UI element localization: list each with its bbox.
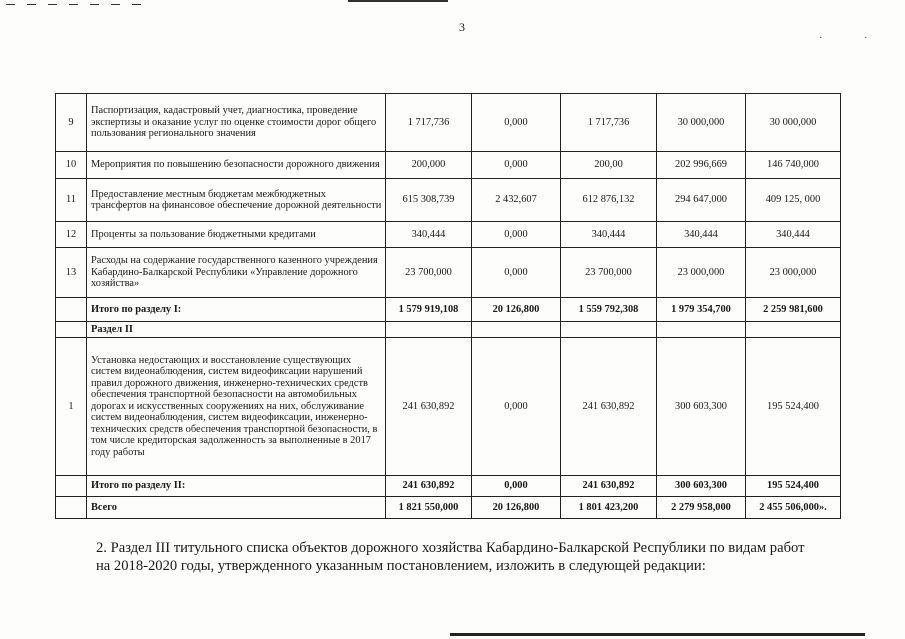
total-value-1: 1 579 919,108 [386, 298, 472, 322]
body-paragraph-line-1: 2. Раздел III титульного списка объектов дорожного хозяйства Кабардино-Балкарской Республики по видам работ [96, 540, 805, 556]
total-value-3: 241 630,892 [561, 476, 657, 497]
row-value-3: 612 876,132 [561, 179, 657, 222]
row-value-3: 23 700,000 [561, 248, 657, 298]
section-title: Раздел II [87, 322, 386, 338]
row-number: 13 [56, 248, 87, 298]
row-value-2: 0,000 [472, 222, 561, 248]
body-paragraph-line-2: на 2018-2020 годы, утвержденного указанным постановлением, изложить в следующей редакции: [96, 558, 706, 574]
row-value-1: 1 717,736 [386, 94, 472, 152]
empty-cell [56, 476, 87, 497]
table-row [56, 338, 841, 476]
row-number: 11 [56, 179, 87, 222]
empty-cell [472, 322, 561, 338]
total-value-4: 1 979 354,700 [657, 298, 746, 322]
grand-value-2: 20 126,800 [472, 497, 561, 519]
row-value-5: 146 740,000 [746, 152, 841, 179]
row-value-4: 294 647,000 [657, 179, 746, 222]
row-number: 10 [56, 152, 87, 179]
row-value-1: 340,444 [386, 222, 472, 248]
total-label: Итого по разделу II: [87, 476, 386, 497]
budget-table [55, 93, 841, 519]
total-value-3: 1 559 792,308 [561, 298, 657, 322]
scan-bottom-rule [450, 633, 865, 636]
row-value-4: 300 603,300 [657, 338, 746, 476]
row-value-5: 409 125, 000 [746, 179, 841, 222]
total-row-section-2 [56, 476, 841, 497]
grand-value-4: 2 279 958,000 [657, 497, 746, 519]
row-value-2: 0,000 [472, 248, 561, 298]
table-row [56, 179, 841, 222]
total-value-4: 300 603,300 [657, 476, 746, 497]
row-value-2: 0,000 [472, 152, 561, 179]
empty-cell [746, 322, 841, 338]
row-value-3: 340,444 [561, 222, 657, 248]
row-value-1: 615 308,739 [386, 179, 472, 222]
empty-cell [386, 322, 472, 338]
scan-specks: . . [819, 30, 887, 41]
empty-cell [56, 298, 87, 322]
total-value-2: 20 126,800 [472, 298, 561, 322]
row-value-4: 202 996,669 [657, 152, 746, 179]
grand-value-5: 2 455 506,000». [746, 497, 841, 519]
table-row [56, 152, 841, 179]
scan-dash-marks [6, 0, 166, 6]
total-label: Итого по разделу I: [87, 298, 386, 322]
total-value-5: 2 259 981,600 [746, 298, 841, 322]
row-value-4: 340,444 [657, 222, 746, 248]
row-number: 1 [56, 338, 87, 476]
row-name: Установка недостающих и восстановление существующих систем видеонаблюдения, систем видеофиксации нарушений правил дорожного движения, инженерно-технических средств обеспечения транспортной безопасности на автомобильных дорогах и искусственных сооружениях на них, обслуживание систем видеонаблюдения, систем видеофиксации, инженерно-технических средств обеспечения транспортной безопасности, в том числе кредиторская задолженность за выполненные в 2017 году работы [87, 338, 386, 476]
page-number: 3 [459, 20, 465, 34]
row-value-1: 200,000 [386, 152, 472, 179]
table-row [56, 94, 841, 152]
grand-total-row [56, 497, 841, 519]
total-value-2: 0,000 [472, 476, 561, 497]
total-value-5: 195 524,400 [746, 476, 841, 497]
row-value-2: 0,000 [472, 94, 561, 152]
total-row-section-1 [56, 298, 841, 322]
scan-top-rule [348, 0, 448, 2]
row-value-5: 30 000,000 [746, 94, 841, 152]
grand-value-1: 1 821 550,000 [386, 497, 472, 519]
row-value-5: 340,444 [746, 222, 841, 248]
row-value-3: 200,00 [561, 152, 657, 179]
row-value-1: 23 700,000 [386, 248, 472, 298]
row-value-5: 23 000,000 [746, 248, 841, 298]
row-number: 12 [56, 222, 87, 248]
row-value-4: 23 000,000 [657, 248, 746, 298]
row-name: Мероприятия по повышению безопасности дорожного движения [87, 152, 386, 179]
row-value-2: 2 432,607 [472, 179, 561, 222]
empty-cell [56, 497, 87, 519]
row-name: Проценты за пользование бюджетными кредитами [87, 222, 386, 248]
table-row [56, 222, 841, 248]
row-name: Предоставление местным бюджетам межбюджетных трансфертов на финансовое обеспечение дорожной деятельности [87, 179, 386, 222]
grand-total-label: Всего [87, 497, 386, 519]
row-name: Паспортизация, кадастровый учет, диагностика, проведение экспертизы и оказание услуг по оценке стоимости дорог общего пользования регионального значения [87, 94, 386, 152]
row-value-2: 0,000 [472, 338, 561, 476]
row-number: 9 [56, 94, 87, 152]
empty-cell [561, 322, 657, 338]
row-value-3: 241 630,892 [561, 338, 657, 476]
empty-cell [657, 322, 746, 338]
grand-value-3: 1 801 423,200 [561, 497, 657, 519]
section-header-row [56, 322, 841, 338]
empty-cell [56, 322, 87, 338]
row-value-3: 1 717,736 [561, 94, 657, 152]
row-value-1: 241 630,892 [386, 338, 472, 476]
table-row [56, 248, 841, 298]
row-value-4: 30 000,000 [657, 94, 746, 152]
row-name: Расходы на содержание государственного казенного учреждения Кабардино-Балкарской Республики «Управление дорожного хозяйства» [87, 248, 386, 298]
row-value-5: 195 524,400 [746, 338, 841, 476]
total-value-1: 241 630,892 [386, 476, 472, 497]
